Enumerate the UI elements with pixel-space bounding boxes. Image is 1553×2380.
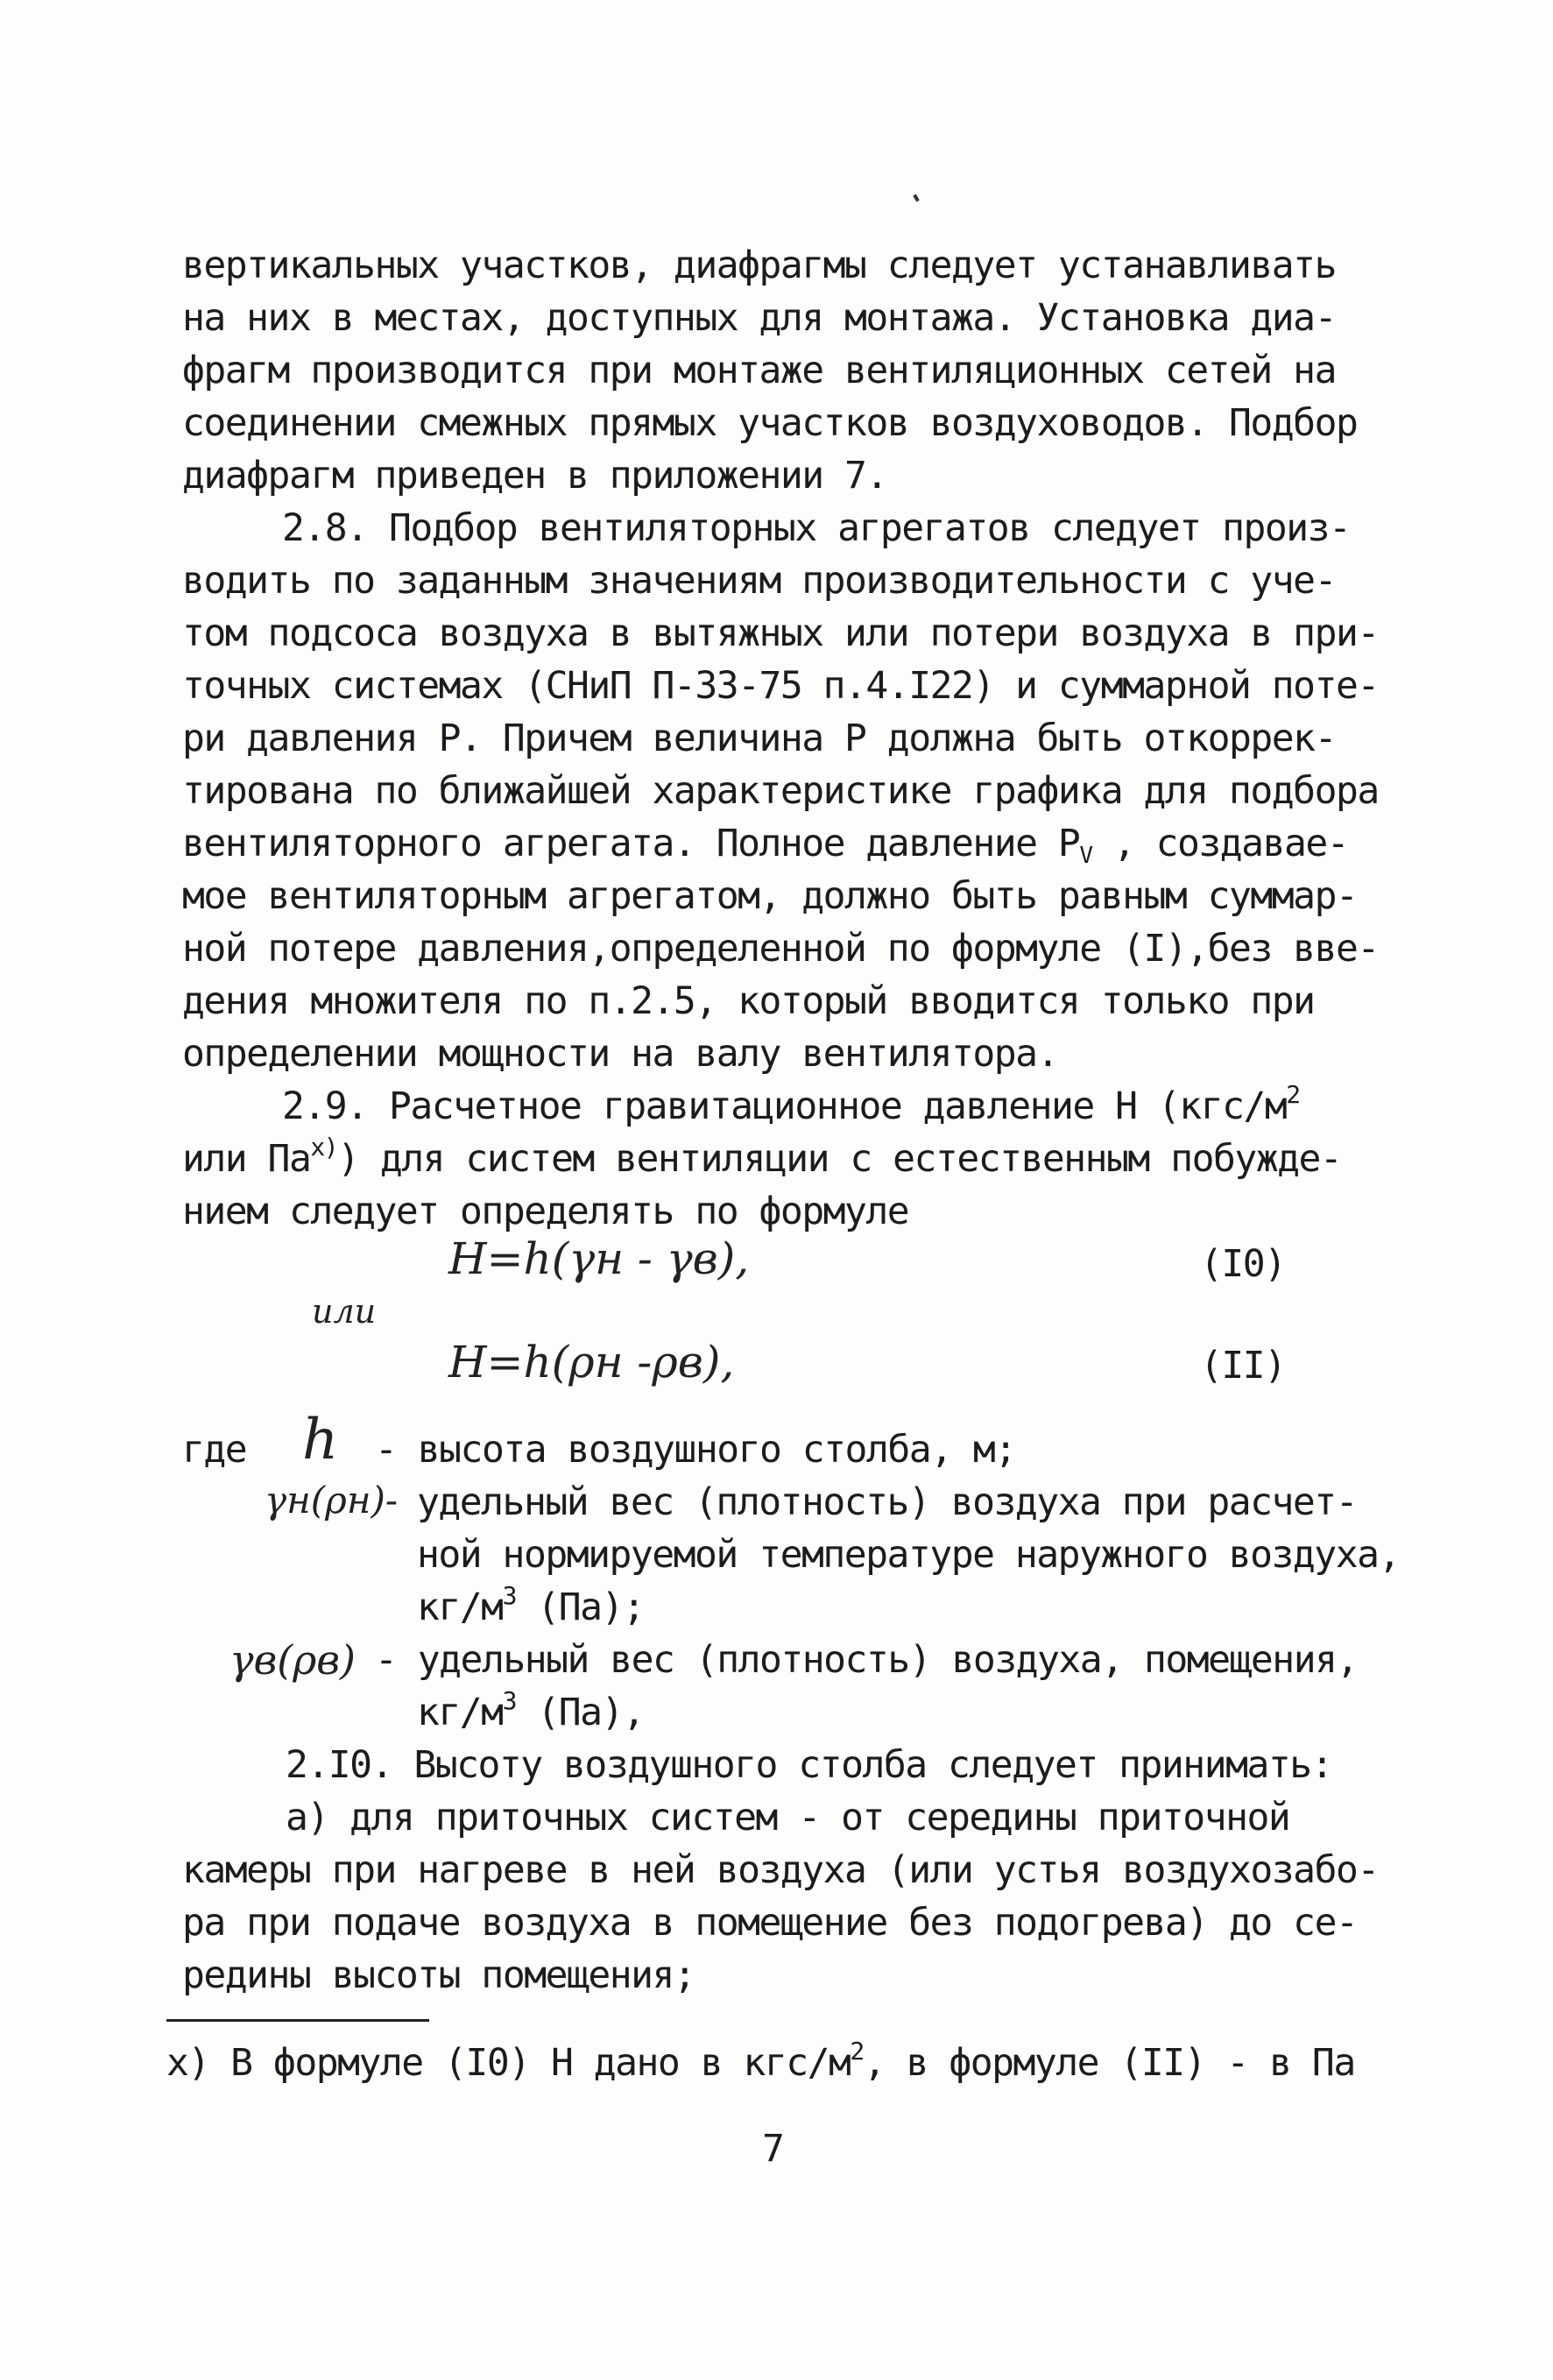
text-line: дения множителя по п.2.5, который вводится только при [182, 979, 1315, 1023]
formula-10: H=h(γн - γв), [448, 1233, 750, 1284]
formula-11: H=h(ρн -ρв), [448, 1337, 735, 1388]
or-word: или [312, 1292, 377, 1331]
definition-h: - высота воздушного столба, м; [375, 1428, 1016, 1472]
text-line: нием следует определять по формуле [182, 1190, 909, 1233]
text-line: соединении смежных прямых участков воздуховодов. Подбор [182, 401, 1358, 445]
text-line: $кг/м^3$ (Па); [417, 1581, 645, 1629]
definition-gamma-v: - удельный вес (плотность) воздуха, помещения, [375, 1638, 1358, 1682]
paragraph-2-9-start: 2.9. Расчетное гравитационное давление Н ($кгс/м^2$ [282, 1080, 1300, 1128]
text-line: ри давления Р. Причем величина Р должна быть откоррек- [182, 717, 1336, 760]
text-line: на них в местах, доступных для монтажа. Установка диа- [182, 296, 1336, 340]
footnote: х) В формуле (I0) Н дано в кгс/$м^2$, в формуле (II) - в Па [166, 2037, 1355, 2085]
formula-11-number: (II) [1200, 1344, 1286, 1388]
text-line: вентиляторного агрегата. Полное давление $Р_V$ , создавае- [182, 822, 1349, 869]
text-line: ра при подаче воздуха в помещение без подогрева) до се- [182, 1901, 1358, 1945]
scan-mark [913, 194, 919, 202]
where-label: где [182, 1428, 247, 1472]
text-line: тирована по ближайшей характеристике графика для подбора [182, 769, 1379, 813]
definition-gamma-n: удельный вес (плотность) воздуха при расчет- [417, 1480, 1358, 1524]
text-line: водить по заданным значениям производительности с уче- [182, 559, 1336, 603]
page-number: 7 [762, 2127, 784, 2171]
text-line: диафрагм приведен в приложении 7. [182, 454, 887, 498]
text-line: мое вентиляторным агрегатом, должно быть равным суммар- [182, 874, 1358, 918]
text-line: ной потере давления,определенной по формуле (I),без вве- [182, 927, 1379, 971]
text-line: редины высоты помещения; [182, 1953, 695, 1997]
text-line: вертикальных участков, диафрагмы следует устанавливать [182, 244, 1336, 287]
symbol-h: h [302, 1408, 339, 1472]
text-line: или $Па^{х)}$) для систем вентиляции с естественным побужде- [182, 1133, 1342, 1181]
footnote-divider [166, 2019, 429, 2022]
symbol-gamma-v: γв(ρв) [229, 1636, 356, 1684]
text-line: камеры при нагреве в ней воздуха (или устья воздухозабо- [182, 1848, 1379, 1892]
text-line: фрагм производится при монтаже вентиляционных сетей на [182, 349, 1336, 392]
formula-10-number: (I0) [1200, 1242, 1286, 1286]
paragraph-2-8-start: 2.8. Подбор вентиляторных агрегатов следует произ- [282, 506, 1351, 550]
text-line: том подсоса воздуха в вытяжных или потери воздуха в при- [182, 611, 1379, 655]
text-line: $кг/м^3$ (Па), [417, 1686, 645, 1734]
symbol-gamma-n: γн(ρн)- [265, 1479, 399, 1522]
text-line: определении мощности на валу вентилятора. [182, 1032, 1058, 1076]
text-line: а) для приточных систем - от середины приточной [286, 1796, 1290, 1840]
text-line: точных системах (СНиП П-33-75 п.4.I22) и суммарной поте- [182, 664, 1379, 708]
paragraph-2-10-start: 2.I0. Высоту воздушного столба следует принимать: [286, 1743, 1333, 1787]
text-line: ной нормируемой температуре наружного воздуха, [417, 1533, 1400, 1577]
